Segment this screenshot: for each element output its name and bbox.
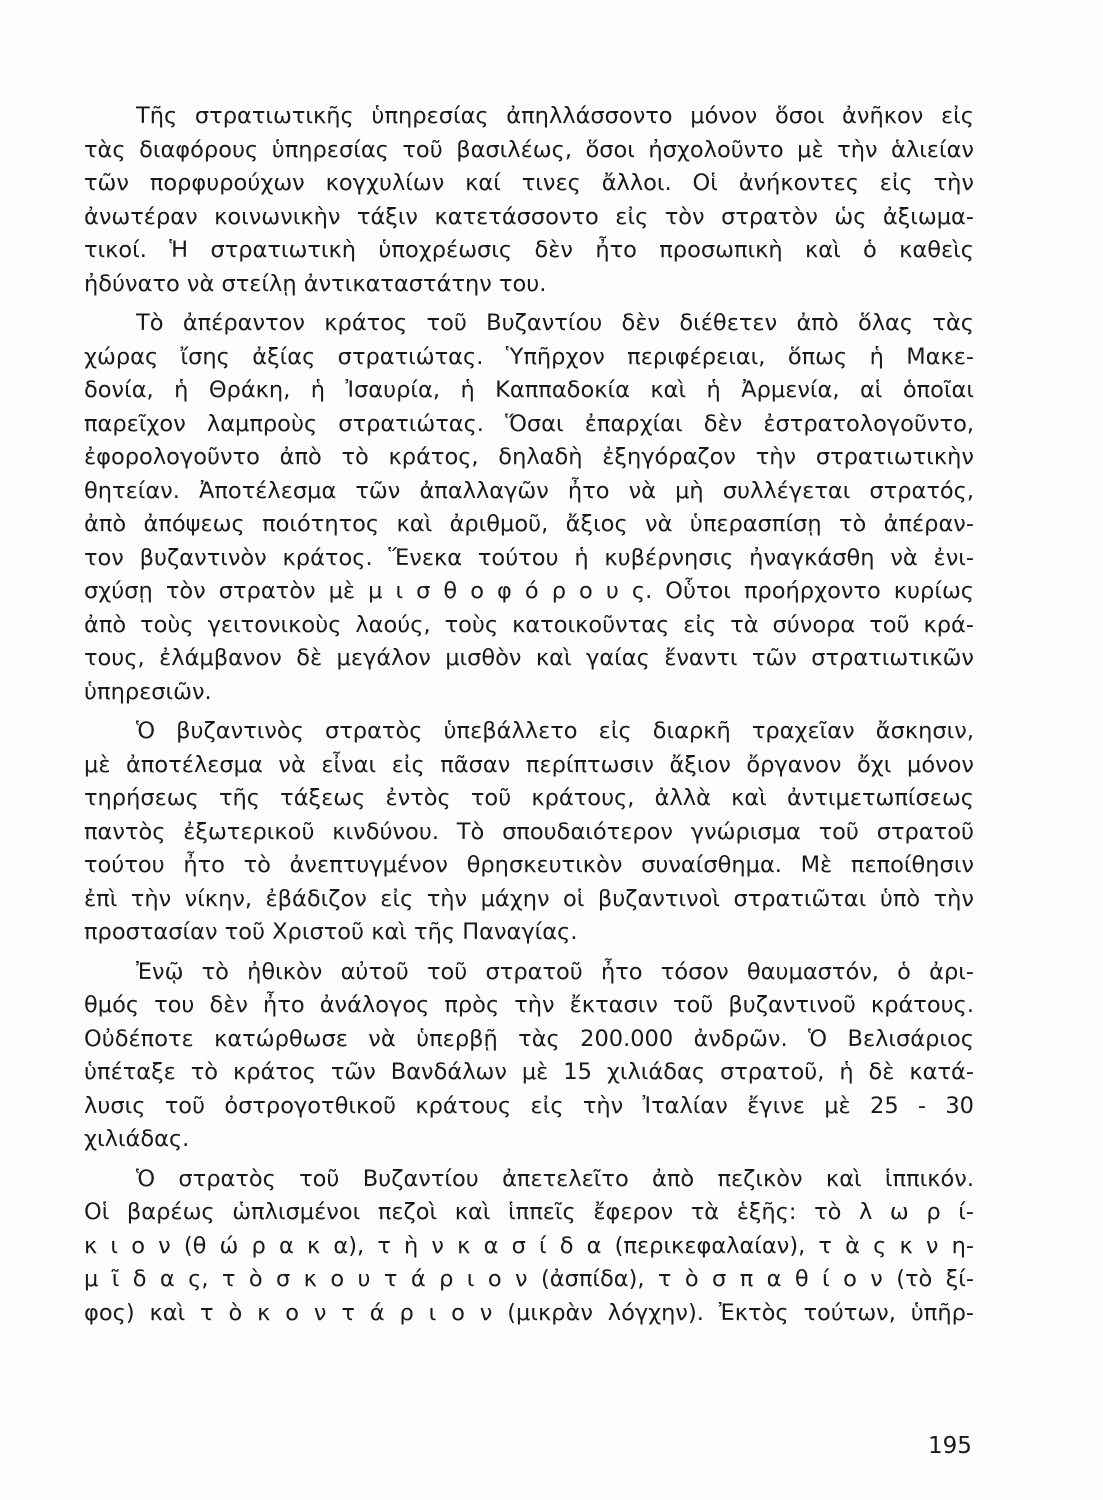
text-line: ὑπηρεσιῶν. [84,678,212,705]
text-line: ἀπὸ ἀπόψεως ποιότητος καὶ ἀριθμοῦ, ἄξιος νὰ ὑπερασπίσῃ τὸ ἀπέραν- [84,511,974,537]
paragraph-3 [84,715,974,950]
text-line: τικοί. Ἡ στρατιωτικὴ ὑποχρέωσις δὲν ἦτο προσωπικὴ καὶ ὁ καθεὶς [84,237,974,263]
paragraph-5 [84,1163,974,1331]
text-line: κ ι ο ν (θ ώ ρ α κ α), τ ὴ ν κ α σ ί δ α (περικεφαλαίαν), τ ὰ ς κ ν η- [84,1232,974,1259]
text-line: μ ῖ δ α ς, τ ὸ σ κ ο υ τ ά ρ ι ο ν (ἀσπίδα), τ ὸ σ π α θ ί ο ν (τὸ ξί- [84,1266,974,1292]
paragraph-4 [84,956,974,1157]
paragraph-1 [84,100,974,301]
text-line: ἀνωτέραν κοινωνικὴν τάξιν κατετάσσοντο εἰς τὸν στρατὸν ὡς ἀξιωμα- [84,203,974,230]
text-line: τῶν πορφυρούχων κογχυλίων καί τινες ἄλλοι. Οἱ ἀνήκοντες εἰς τὴν [84,170,974,196]
text-line: ἐπὶ τὴν νίκην, ἐβάδιζον εἰς τὴν μάχην οἱ βυζαντινοὶ στρατιῶται ὑπὸ τὴν [84,885,974,912]
text-line: ἠδύνατο νὰ στείλῃ ἀντικαταστάτην του. [84,270,547,297]
text-line: λυσις τοῦ ὀστρογοτθικοῦ κράτους εἰς τὴν Ἰταλίαν ἔγινε μὲ 25 - 30 [84,1092,974,1119]
text-line: χιλιάδας. [84,1126,190,1152]
text-line: ὑπέταξε τὸ κράτος τῶν Βανδάλων μὲ 15 χιλιάδας στρατοῦ, ἡ δὲ κατά- [84,1059,974,1085]
text-line: παρεῖχον λαμπροὺς στρατιώτας. Ὅσαι ἐπαρχίαι δὲν ἐστρατολογοῦντο, [84,410,974,437]
body-text [84,100,974,1336]
text-line: φος) καὶ τ ὸ κ ο ν τ ά ρ ι ο ν (μικρὰν λόγχην). Ἐκτὸς τούτων, ὑπῆρ- [84,1299,974,1326]
text-line: Ὁ βυζαντινὸς στρατὸς ὑπεβάλλετο εἰς διαρκῆ τραχεῖαν ἄσκησιν, [136,718,974,744]
text-line: Τὸ ἀπέραντον κράτος τοῦ Βυζαντίου δὲν διέθετεν ἀπὸ ὅλας τὰς [136,310,974,336]
paragraph-2 [84,307,974,709]
text-line: ἐφορολογοῦντο ἀπὸ τὸ κράτος, δηλαδὴ ἐξηγόραζον τὴν στρατιωτικὴν [84,444,974,470]
text-line: Ὁ στρατὸς τοῦ Βυζαντίου ἀπετελεῖτο ἀπὸ πεζικὸν καὶ ἱππικόν. [136,1165,974,1192]
text-line: τον βυζαντινὸν κράτος. Ἕνεκα τούτου ἡ κυβέρνησις ἠναγκάσθη νὰ ἐνι- [84,544,974,571]
text-line: τὰς διαφόρους ὑπηρεσίας τοῦ βασιλέως, ὅσοι ἠσχολοῦντο μὲ τὴν ἁλιείαν [84,136,974,163]
text-line: χώρας ἴσης ἀξίας στρατιώτας. Ὑπῆρχον περιφέρειαι, ὅπως ἡ Μακε- [84,343,974,370]
text-line: τούτου ἦτο τὸ ἀνεπτυγμένον θρησκευτικὸν συναίσθημα. Μὲ πεποίθησιν [84,852,974,878]
text-line: παντὸς ἐξωτερικοῦ κινδύνου. Τὸ σπουδαιότερον γνώρισμα τοῦ στρατοῦ [84,818,974,845]
text-line: τηρήσεως τῆς τάξεως ἐντὸς τοῦ κράτους, ἀλλὰ καὶ ἀντιμετωπίσεως [84,785,974,811]
text-line: Οὐδέποτε κατώρθωσε νὰ ὑπερβῇ τὰς 200.000 ἀνδρῶν. Ὁ Βελισάριος [84,1025,974,1052]
text-line: ἀπὸ τοὺς γειτονικοὺς λαούς, τοὺς κατοικοῦντας εἰς τὰ σύνορα τοῦ κρά- [84,611,974,638]
text-line: σχύσῃ τὸν στρατὸν μὲ μ ι σ θ ο φ ό ρ ο υ ς. Οὗτοι προήρχοντο κυρίως [84,578,974,604]
page-number: 195 [928,1433,972,1459]
text-line: θμός του δὲν ἦτο ἀνάλογος πρὸς τὴν ἔκτασιν τοῦ βυζαντινοῦ κράτους. [84,992,974,1018]
text-line: Τῆς στρατιωτικῆς ὑπηρεσίας ἀπηλλάσσοντο μόνον ὅσοι ἀνῆκον εἰς [136,103,974,129]
text-line: θητείαν. Ἀποτέλεσμα τῶν ἀπαλλαγῶν ἦτο νὰ μὴ συλλέγεται στρατός, [84,477,974,504]
text-line: Οἱ βαρέως ὡπλισμένοι πεζοὶ καὶ ἱππεῖς ἔφερον τὰ ἑξῆς: τὸ λ ω ρ ί- [84,1199,974,1225]
text-line: δονία, ἡ Θράκη, ἡ Ἰσαυρία, ἡ Καππαδοκία καὶ ἡ Ἀρμενία, αἱ ὁποῖαι [84,377,974,403]
text-line: τους, ἐλάμβανον δὲ μεγάλον μισθὸν καὶ γαίας ἔναντι τῶν στρατιωτικῶν [84,645,974,671]
text-line: μὲ ἀποτέλεσμα νὰ εἶναι εἰς πᾶσαν περίπτωσιν ἄξιον ὄργανον ὄχι μόνον [84,751,974,778]
text-line: Ἐνῷ τὸ ἠθικὸν αὐτοῦ τοῦ στρατοῦ ἦτο τόσον θαυμαστόν, ὁ ἀρι- [136,958,974,985]
text-line: προστασίαν τοῦ Χριστοῦ καὶ τῆς Παναγίας. [84,919,578,945]
